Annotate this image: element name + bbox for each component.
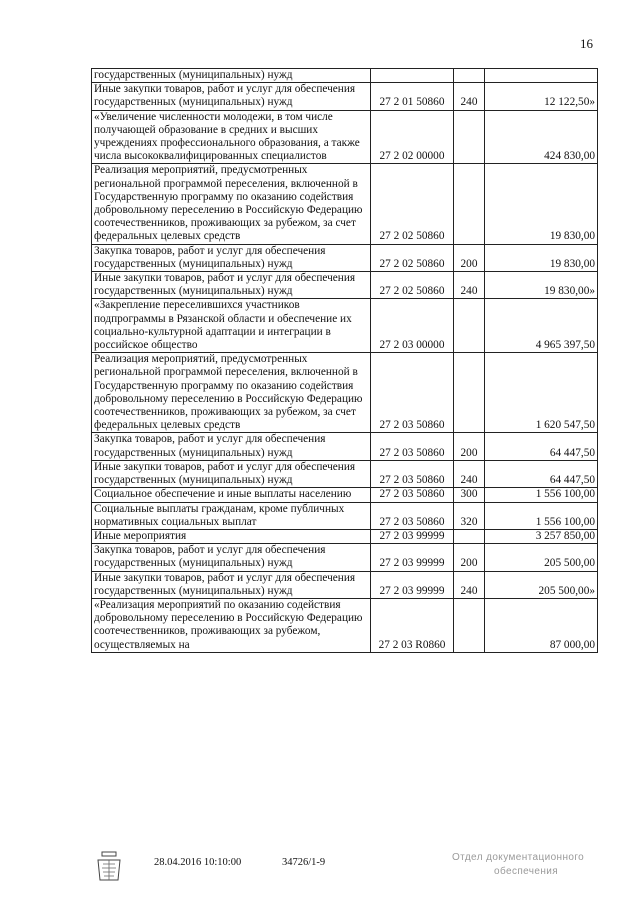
row-name-cell: «Закрепление переселившихся участников подпрограммы в Рязанской области и обеспечение их социально-культурной адаптации и интеграции в российское общество xyxy=(92,299,371,353)
row-name-cell: Закупка товаров, работ и услуг для обеспечения государственных (муниципальных) нужд xyxy=(92,433,371,460)
row-amount-cell: 3 257 850,00 xyxy=(485,529,598,543)
row-amount-cell: 64 447,50 xyxy=(485,433,598,460)
row-name-cell: Реализация мероприятий, предусмотренных региональной программой переселения, включенной в Государственную программу по оказанию содействия добровольному переселению в Российскую Федерацию соотечественников, проживающих за рубежом, за счет федеральных целевых средств xyxy=(92,353,371,433)
row-type-cell: 240 xyxy=(454,272,485,299)
table-row xyxy=(92,433,598,460)
row-name-cell: Иные закупки товаров, работ и услуг для обеспечения государственных (муниципальных) нужд xyxy=(92,571,371,598)
table-row xyxy=(92,529,598,543)
row-code-cell: 27 2 02 50860 xyxy=(371,164,454,244)
row-type-cell: 240 xyxy=(454,571,485,598)
row-amount-cell: 19 830,00 xyxy=(485,244,598,271)
row-name-cell: государственных (муниципальных) нужд xyxy=(92,69,371,83)
row-code-cell: 27 2 02 50860 xyxy=(371,272,454,299)
row-name-cell: Реализация мероприятий, предусмотренных региональной программой переселения, включенной в Государственную программу по оказанию содействия добровольному переселению в Российскую Федерацию соотечественников, проживающих за рубежом, за счет федеральных целевых средств xyxy=(92,164,371,244)
table-row xyxy=(92,69,598,83)
row-type-cell xyxy=(454,353,485,433)
row-code-cell: 27 2 03 50860 xyxy=(371,502,454,529)
row-amount-cell: 1 556 100,00 xyxy=(485,502,598,529)
row-code-cell: 27 2 02 00000 xyxy=(371,110,454,164)
table-row xyxy=(92,502,598,529)
table-row xyxy=(92,353,598,433)
table-row xyxy=(92,272,598,299)
row-name-cell: Иные закупки товаров, работ и услуг для обеспечения государственных (муниципальных) нужд xyxy=(92,272,371,299)
row-code-cell: 27 2 01 50860 xyxy=(371,83,454,110)
row-type-cell xyxy=(454,110,485,164)
row-code-cell: 27 2 02 50860 xyxy=(371,244,454,271)
row-type-cell: 200 xyxy=(454,244,485,271)
row-name-cell: Иные мероприятия xyxy=(92,529,371,543)
row-name-cell: Социальное обеспечение и иные выплаты населению xyxy=(92,488,371,502)
row-code-cell: 27 2 03 99999 xyxy=(371,571,454,598)
budget-table xyxy=(91,68,598,653)
table-row xyxy=(92,571,598,598)
row-amount-cell: 205 500,00 xyxy=(485,544,598,571)
row-code-cell: 27 2 03 50860 xyxy=(371,460,454,487)
row-code-cell: 27 2 03 99999 xyxy=(371,544,454,571)
row-code-cell: 27 2 03 50860 xyxy=(371,433,454,460)
row-code-cell: 27 2 03 R0860 xyxy=(371,598,454,652)
row-type-cell: 320 xyxy=(454,502,485,529)
emblem-logo xyxy=(94,850,124,886)
row-type-cell xyxy=(454,164,485,244)
row-type-cell: 200 xyxy=(454,433,485,460)
table-row xyxy=(92,244,598,271)
row-type-cell xyxy=(454,299,485,353)
row-amount-cell: 424 830,00 xyxy=(485,110,598,164)
row-code-cell: 27 2 03 50860 xyxy=(371,353,454,433)
row-type-cell xyxy=(454,69,485,83)
table-row xyxy=(92,598,598,652)
department-stamp-line2: обеспечения xyxy=(494,866,559,877)
page-number: 16 xyxy=(580,36,593,51)
row-name-cell: «Увеличение численности молодежи, в том числе получающей образование в средних и высших учреждениях профессионального образования, а также числа высококвалифицированных специалистов xyxy=(92,110,371,164)
row-name-cell: Иные закупки товаров, работ и услуг для обеспечения государственных (муниципальных) нужд xyxy=(92,83,371,110)
table-row xyxy=(92,299,598,353)
budget-table-body xyxy=(92,69,598,653)
row-amount-cell: 205 500,00» xyxy=(485,571,598,598)
row-amount-cell: 1 556 100,00 xyxy=(485,488,598,502)
row-amount-cell xyxy=(485,69,598,83)
row-name-cell: Иные закупки товаров, работ и услуг для обеспечения государственных (муниципальных) нужд xyxy=(92,460,371,487)
row-type-cell: 300 xyxy=(454,488,485,502)
row-amount-cell: 64 447,50 xyxy=(485,460,598,487)
row-name-cell: «Реализация мероприятий по оказанию содействия добровольному переселению в Российскую Федерацию соотечественников, проживающих за рубежом, осуществляемых на xyxy=(92,598,371,652)
table-row xyxy=(92,83,598,110)
row-code-cell xyxy=(371,69,454,83)
row-type-cell: 240 xyxy=(454,83,485,110)
row-type-cell xyxy=(454,598,485,652)
table-row xyxy=(92,460,598,487)
table-row xyxy=(92,488,598,502)
row-amount-cell: 12 122,50» xyxy=(485,83,598,110)
row-type-cell: 240 xyxy=(454,460,485,487)
row-amount-cell: 1 620 547,50 xyxy=(485,353,598,433)
table-row xyxy=(92,544,598,571)
row-code-cell: 27 2 03 50860 xyxy=(371,488,454,502)
row-amount-cell: 19 830,00» xyxy=(485,272,598,299)
row-code-cell: 27 2 03 00000 xyxy=(371,299,454,353)
row-type-cell: 200 xyxy=(454,544,485,571)
table-row xyxy=(92,110,598,164)
row-name-cell: Закупка товаров, работ и услуг для обеспечения государственных (муниципальных) нужд xyxy=(92,544,371,571)
table-row xyxy=(92,164,598,244)
row-code-cell: 27 2 03 99999 xyxy=(371,529,454,543)
row-type-cell xyxy=(454,529,485,543)
footer-doc-number: 34726/1-9 xyxy=(282,857,326,868)
row-name-cell: Социальные выплаты гражданам, кроме публичных нормативных социальных выплат xyxy=(92,502,371,529)
footer-date: 28.04.2016 10:10:00 xyxy=(154,857,242,868)
row-amount-cell: 19 830,00 xyxy=(485,164,598,244)
row-name-cell: Закупка товаров, работ и услуг для обеспечения государственных (муниципальных) нужд xyxy=(92,244,371,271)
row-amount-cell: 87 000,00 xyxy=(485,598,598,652)
department-stamp-line1: Отдел документационного xyxy=(452,852,585,863)
row-amount-cell: 4 965 397,50 xyxy=(485,299,598,353)
